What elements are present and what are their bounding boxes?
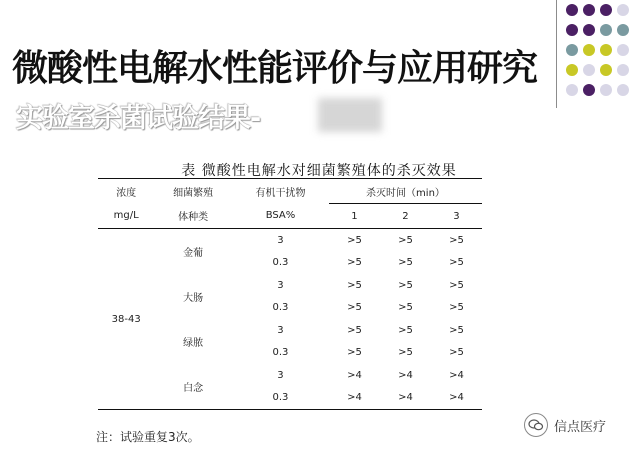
header-concentration-unit: mg/L	[113, 210, 139, 222]
divider-line	[556, 0, 557, 108]
table-row	[98, 229, 482, 252]
header-kill-time: 杀灭时间（min）	[329, 179, 482, 204]
header-bacteria: 细菌繁殖	[173, 187, 214, 199]
bsa-cell: 3	[277, 279, 284, 291]
kill-value-cell: >5	[347, 257, 362, 269]
decor-dot	[617, 84, 629, 96]
header-bacteria-type: 体种类	[178, 212, 209, 224]
kill-value-cell: >5	[398, 324, 413, 336]
table-row	[98, 274, 482, 297]
kill-value-cell: >5	[347, 324, 362, 336]
kill-value-cell: >5	[449, 302, 464, 314]
kill-value-cell: >5	[347, 302, 362, 314]
header-bsa: BSA%	[265, 210, 296, 222]
bsa-cell: 3	[277, 234, 284, 246]
kill-value-cell: >5	[449, 234, 464, 246]
kill-value-cell: >4	[449, 369, 464, 381]
kill-value-cell: >5	[449, 279, 464, 291]
header-t1: 1	[351, 210, 358, 222]
header-t3: 3	[453, 210, 460, 222]
kill-value-cell: >4	[398, 369, 413, 381]
slide-title: 微酸性电解水性能评价与应用研究	[12, 48, 538, 89]
decor-dot	[583, 64, 595, 76]
kill-value-cell: >5	[398, 302, 413, 314]
kill-value-cell: >5	[449, 257, 464, 269]
decor-dot	[583, 84, 595, 96]
decor-dot	[583, 4, 595, 16]
header-concentration: 浓度	[116, 187, 137, 199]
bacteria-name: 绿脓	[183, 338, 204, 349]
header-t2: 2	[402, 210, 409, 222]
decor-dot	[566, 64, 578, 76]
kill-value-cell: >5	[398, 234, 413, 246]
decor-dot	[566, 4, 578, 16]
decor-dot	[600, 4, 612, 16]
concentration-cell: 38-43	[111, 313, 141, 325]
decor-dot	[617, 4, 629, 16]
table-row	[98, 364, 482, 387]
watermark	[524, 412, 606, 438]
decor-dot	[583, 24, 595, 36]
results-table	[98, 178, 482, 410]
bsa-cell: 0.3	[272, 302, 289, 314]
bsa-cell: 3	[277, 324, 284, 336]
table-caption: 表 微酸性电解水对细菌繁殖体的杀灭效果	[181, 163, 457, 179]
table-note: 注：试验重复3次。	[96, 430, 200, 444]
decor-dot-grid	[566, 4, 632, 104]
blurred-redaction	[318, 98, 382, 132]
kill-value-cell: >4	[449, 392, 464, 404]
decor-dot	[583, 44, 595, 56]
bacteria-name: 金葡	[183, 248, 204, 259]
watermark-text: 信点医疗	[554, 419, 607, 435]
decor-dot	[566, 24, 578, 36]
wechat-icon	[524, 413, 548, 437]
kill-value-cell: >5	[398, 279, 413, 291]
bacteria-name: 白念	[183, 383, 204, 394]
decor-dot	[617, 24, 629, 36]
bsa-cell: 0.3	[272, 392, 289, 404]
decor-dot	[600, 24, 612, 36]
kill-value-cell: >5	[398, 347, 413, 359]
kill-value-cell: >5	[347, 279, 362, 291]
bsa-cell: 3	[277, 369, 284, 381]
bacteria-name: 大肠	[183, 293, 204, 304]
kill-value-cell: >5	[449, 324, 464, 336]
header-organic: 有机干扰物	[255, 187, 306, 199]
decor-dot	[600, 64, 612, 76]
kill-value-cell: >4	[347, 392, 362, 404]
decor-dot	[600, 44, 612, 56]
decor-dot	[566, 84, 578, 96]
decor-dot	[617, 44, 629, 56]
table-row	[98, 319, 482, 342]
kill-value-cell: >4	[347, 369, 362, 381]
slide-subtitle: 实验室杀菌试验结果-	[16, 103, 261, 134]
decor-dot	[617, 64, 629, 76]
kill-value-cell: >5	[398, 257, 413, 269]
decor-dot	[566, 44, 578, 56]
kill-value-cell: >5	[449, 347, 464, 359]
decor-dot	[600, 84, 612, 96]
kill-value-cell: >5	[347, 234, 362, 246]
kill-value-cell: >4	[398, 392, 413, 404]
bsa-cell: 0.3	[272, 257, 289, 269]
kill-value-cell: >5	[347, 347, 362, 359]
bsa-cell: 0.3	[272, 347, 289, 359]
